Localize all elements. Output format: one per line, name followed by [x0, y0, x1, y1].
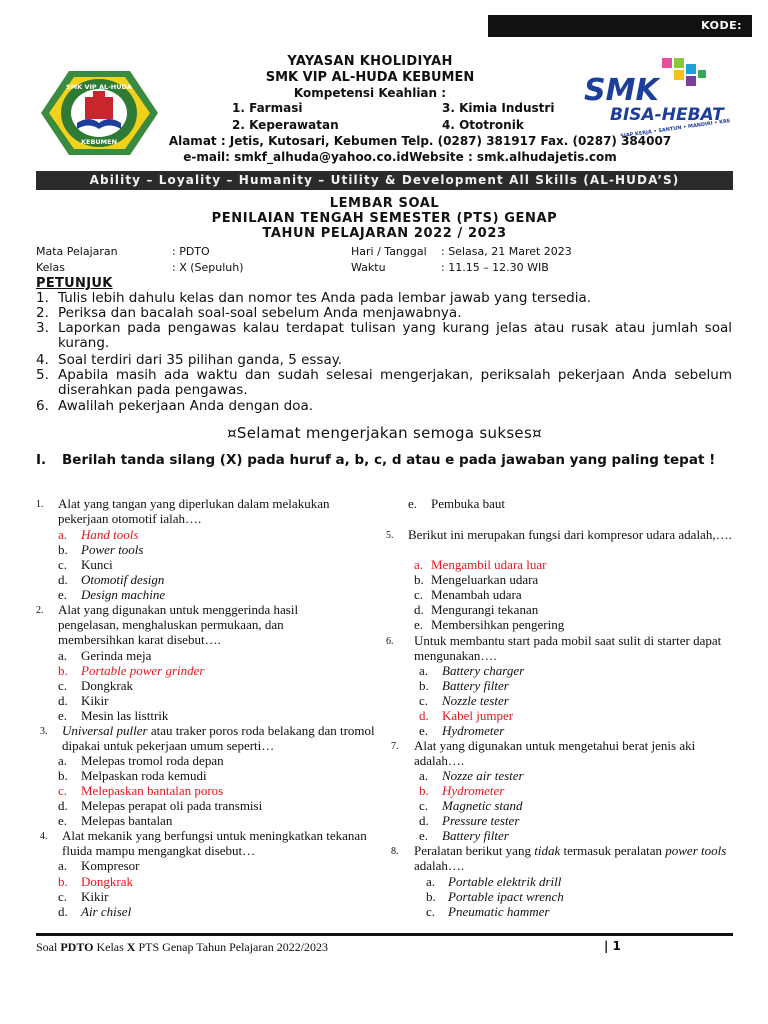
option-text: Pressure tester: [442, 813, 520, 828]
option-letter: e.: [419, 723, 429, 738]
option-letter: e.: [414, 617, 424, 632]
waktu-label: Waktu: [351, 261, 386, 274]
petunjuk-text: Awalilah pekerjaan Anda dengan doa.: [58, 398, 314, 414]
kompetensi-label: Kompetensi Keahlian :: [293, 86, 447, 100]
keahlian-item: 3. Kimia Industri: [442, 101, 555, 115]
svg-text:SMK VIP AL-HUDA: SMK VIP AL-HUDA: [66, 83, 132, 91]
question-number: 3.: [40, 726, 48, 737]
foundation-name: YAYASAN KHOLIDIYAH: [287, 54, 453, 69]
kelas-value: : X (Sepuluh): [172, 261, 244, 274]
option-text-answer: Portable power grinder: [81, 663, 205, 678]
school-logo: [37, 67, 162, 159]
option-text: Portable ipact wrench: [448, 889, 564, 904]
option-letter: d.: [414, 602, 424, 617]
option-letter: d.: [58, 693, 68, 708]
svg-text:BISA-HEBAT: BISA-HEBAT: [610, 105, 724, 125]
petunjuk-text: Apabila masih ada waktu dan sudah selesai mengerjakan, periksalah pekerjaan Anda sebelum diserahkan pada pengawas.: [58, 367, 732, 398]
option-letter: e.: [58, 813, 68, 828]
option-text: Hydrometer: [442, 723, 505, 738]
option-text: Mengurangi tekanan: [431, 602, 539, 617]
option-letter: b.: [426, 889, 436, 904]
school-contact: e-mail: smkf_alhuda@yahoo.co.idWebsite : smk.alhudajetis.com: [183, 150, 617, 164]
footer-caption: Soal PDTO Kelas X PTS Genap Tahun Pelajaran 2022/2023: [36, 940, 329, 954]
option-letter: d.: [419, 813, 429, 828]
option-text: Nozzle tester: [442, 693, 509, 708]
petunjuk-item: [36, 321, 733, 352]
petunjuk-text: Soal terdiri dari 35 pilihan ganda, 5 essay.: [58, 352, 343, 368]
option-text: Kikir: [81, 693, 109, 708]
question-text: Alat yang digunakan untuk menggerinda hasil pengelasan, menghaluskan permukaan, dan membersihkan karat disebut….: [58, 602, 299, 647]
option-letter: a.: [414, 557, 424, 572]
option-letter: b.: [58, 768, 68, 783]
petunjuk-num: 4.: [36, 352, 49, 368]
petunjuk-num: 2.: [36, 305, 49, 321]
option-letter: e.: [58, 587, 68, 602]
section-instruction: Berilah tanda silang (X) pada huruf a, b, c, d atau e pada jawaban yang paling tepat !: [62, 452, 716, 468]
question-number: 4.: [40, 831, 48, 842]
question-number: 6.: [386, 636, 394, 647]
option-letter: c.: [426, 904, 436, 919]
option-text: Pembuka baut: [431, 496, 506, 511]
option-letter: e.: [408, 496, 418, 511]
option-letter: a.: [58, 858, 68, 873]
section-number: I.: [36, 452, 47, 468]
waktu-value: : 11.15 – 12.30 WIB: [441, 261, 549, 274]
option-text: Otomotif design: [81, 572, 165, 587]
question-text: Berikut ini merupakan fungsi dari kompresor udara adalah,….: [408, 527, 732, 542]
greeting: ¤Selamat mengerjakan semoga sukses¤: [227, 424, 542, 442]
option-text: Pneumatic hammer: [448, 904, 550, 919]
petunjuk-heading: PETUNJUK: [36, 276, 113, 291]
petunjuk-item: [36, 399, 733, 415]
option-text-answer: Kabel jumper: [442, 708, 514, 723]
svg-text:KEBUMEN: KEBUMEN: [80, 138, 118, 146]
keahlian-item: 2. Keperawatan: [232, 118, 339, 132]
petunjuk-text: Periksa dan bacalah soal-soal sebelum Anda menjawabnya.: [58, 305, 462, 321]
question-number: 1.: [36, 499, 44, 510]
motto-bar: Ability – Loyality – Humanity – Utility & Development All Skills (AL-HUDA’S): [36, 171, 733, 190]
option-letter: b.: [58, 542, 68, 557]
question-text: Untuk membantu start pada mobil saat sulit di starter dapat mengunakan….: [414, 633, 722, 663]
option-text: Power tools: [81, 542, 144, 557]
option-text-answer: Hand tools: [81, 527, 139, 542]
option-letter: c.: [58, 557, 68, 572]
option-text-answer: Hydrometer: [442, 783, 505, 798]
petunjuk-item: [36, 368, 733, 399]
doc-title: LEMBAR SOAL: [329, 196, 440, 211]
option-text: Mengeluarkan udara: [431, 572, 539, 587]
option-text: Kunci: [81, 557, 113, 572]
option-text: Air chisel: [81, 904, 132, 919]
option-letter: e.: [419, 828, 429, 843]
question-text: Alat yang tangan yang diperlukan dalam melakukan pekerjaan otomotif ialah….: [58, 496, 330, 526]
option-letter: a.: [426, 874, 436, 889]
option-text: Dongkrak: [81, 678, 133, 693]
option-text: Battery filter: [442, 678, 509, 693]
hari-label: Hari / Tanggal: [351, 245, 427, 258]
keahlian-item: 4. Ototronik: [442, 118, 524, 132]
option-text: Mesin las listtrik: [81, 708, 169, 723]
option-letter: c.: [58, 678, 68, 693]
option-letter: d.: [58, 798, 68, 813]
question-number: 8.: [391, 846, 399, 857]
smk-bisa-hebat-logo: [580, 56, 730, 136]
school-address: Alamat : Jetis, Kutosari, Kebumen Telp. (0287) 381917 Fax. (0287) 384007: [168, 134, 672, 148]
doc-subtitle: PENILAIAN TENGAH SEMESTER (PTS) GENAP: [211, 211, 558, 226]
doc-year: TAHUN PELAJARAN 2022 / 2023: [262, 226, 507, 241]
option-letter: e.: [58, 708, 68, 723]
question-number: 2.: [36, 605, 44, 616]
hari-value: : Selasa, 21 Maret 2023: [441, 245, 572, 258]
petunjuk-num: 5.: [36, 367, 49, 383]
petunjuk-text: Tulis lebih dahulu kelas dan nomor tes Anda pada lembar jawab yang tersedia.: [58, 290, 592, 306]
option-text: Melpaskan roda kemudi: [81, 768, 207, 783]
keahlian-item: 1. Farmasi: [232, 101, 303, 115]
mapel-label: Mata Pelajaran: [36, 245, 118, 258]
option-letter: c.: [419, 693, 429, 708]
question-text: Universal puller atau traker poros roda belakang dan tromol dipakai untuk pekerjaan umum seperti…: [62, 723, 375, 753]
option-letter: b.: [419, 783, 429, 798]
option-text: Membersihkan pengering: [431, 617, 565, 632]
option-text: Gerinda meja: [81, 648, 152, 663]
option-text: Melepas perapat oli pada transmisi: [81, 798, 263, 813]
petunjuk-num: 3.: [36, 320, 49, 336]
option-text: Kompresor: [81, 858, 140, 873]
option-letter: d.: [58, 904, 68, 919]
option-letter: c.: [419, 798, 429, 813]
petunjuk-num: 1.: [36, 290, 49, 306]
footer-divider: [36, 933, 733, 936]
school-name: SMK VIP AL-HUDA KEBUMEN: [265, 70, 475, 85]
option-text: Melepas bantalan: [81, 813, 173, 828]
option-letter: c.: [58, 889, 68, 904]
option-letter: a.: [419, 663, 429, 678]
question-text: Alat yang digunakan untuk mengetahui berat jenis aki adalah….: [414, 738, 696, 768]
option-text: Kikir: [81, 889, 109, 904]
page-number: | 1: [604, 939, 621, 953]
option-text: Nozze air tester: [442, 768, 524, 783]
option-text-answer: Dongkrak: [81, 874, 133, 889]
question-number: 7.: [391, 741, 399, 752]
option-letter: a.: [58, 648, 68, 663]
option-letter: b.: [414, 572, 424, 587]
option-letter: b.: [419, 678, 429, 693]
question-text: Alat mekanik yang berfungsi untuk meningkatkan tekanan fluida mampu mengangkat disebut…: [62, 828, 367, 858]
option-text: Design machine: [81, 587, 166, 602]
option-letter: b.: [58, 874, 68, 889]
option-text: Portable elektrik drill: [448, 874, 562, 889]
option-letter: a.: [58, 753, 68, 768]
option-letter: c.: [414, 587, 424, 602]
mapel-value: : PDTO: [172, 245, 210, 258]
option-letter: a.: [58, 527, 68, 542]
option-text-answer: Mengambil udara luar: [431, 557, 547, 572]
option-text: Battery charger: [442, 663, 525, 678]
option-letter: b.: [58, 663, 68, 678]
svg-text:SMK: SMK: [584, 73, 659, 108]
kode-bar: KODE:: [488, 15, 752, 37]
option-text: Melepas tromol roda depan: [81, 753, 224, 768]
option-text: Battery filter: [442, 828, 509, 843]
svg-text:SIAP KERJA • SANTUN • MANDIRI: SIAP KERJA • SANTUN • MANDIRI • KREATIF: [620, 116, 730, 136]
question-number: 5.: [386, 530, 394, 541]
option-text-answer: Melepaskan bantalan poros: [81, 783, 224, 798]
option-letter: c.: [58, 783, 68, 798]
option-text: Menambah udara: [431, 587, 522, 602]
question-text: Peralatan berikut yang tidak termasuk peralatan power tools adalah….: [414, 843, 727, 873]
option-letter: d.: [419, 708, 429, 723]
petunjuk-num: 6.: [36, 398, 49, 414]
option-letter: d.: [58, 572, 68, 587]
kelas-label: Kelas: [36, 261, 65, 274]
option-text: Magnetic stand: [442, 798, 523, 813]
petunjuk-text: Laporkan pada pengawas kalau terdapat tulisan yang kurang jelas atau rusak atau jumlah soal kurang.: [58, 320, 732, 351]
option-letter: a.: [419, 768, 429, 783]
